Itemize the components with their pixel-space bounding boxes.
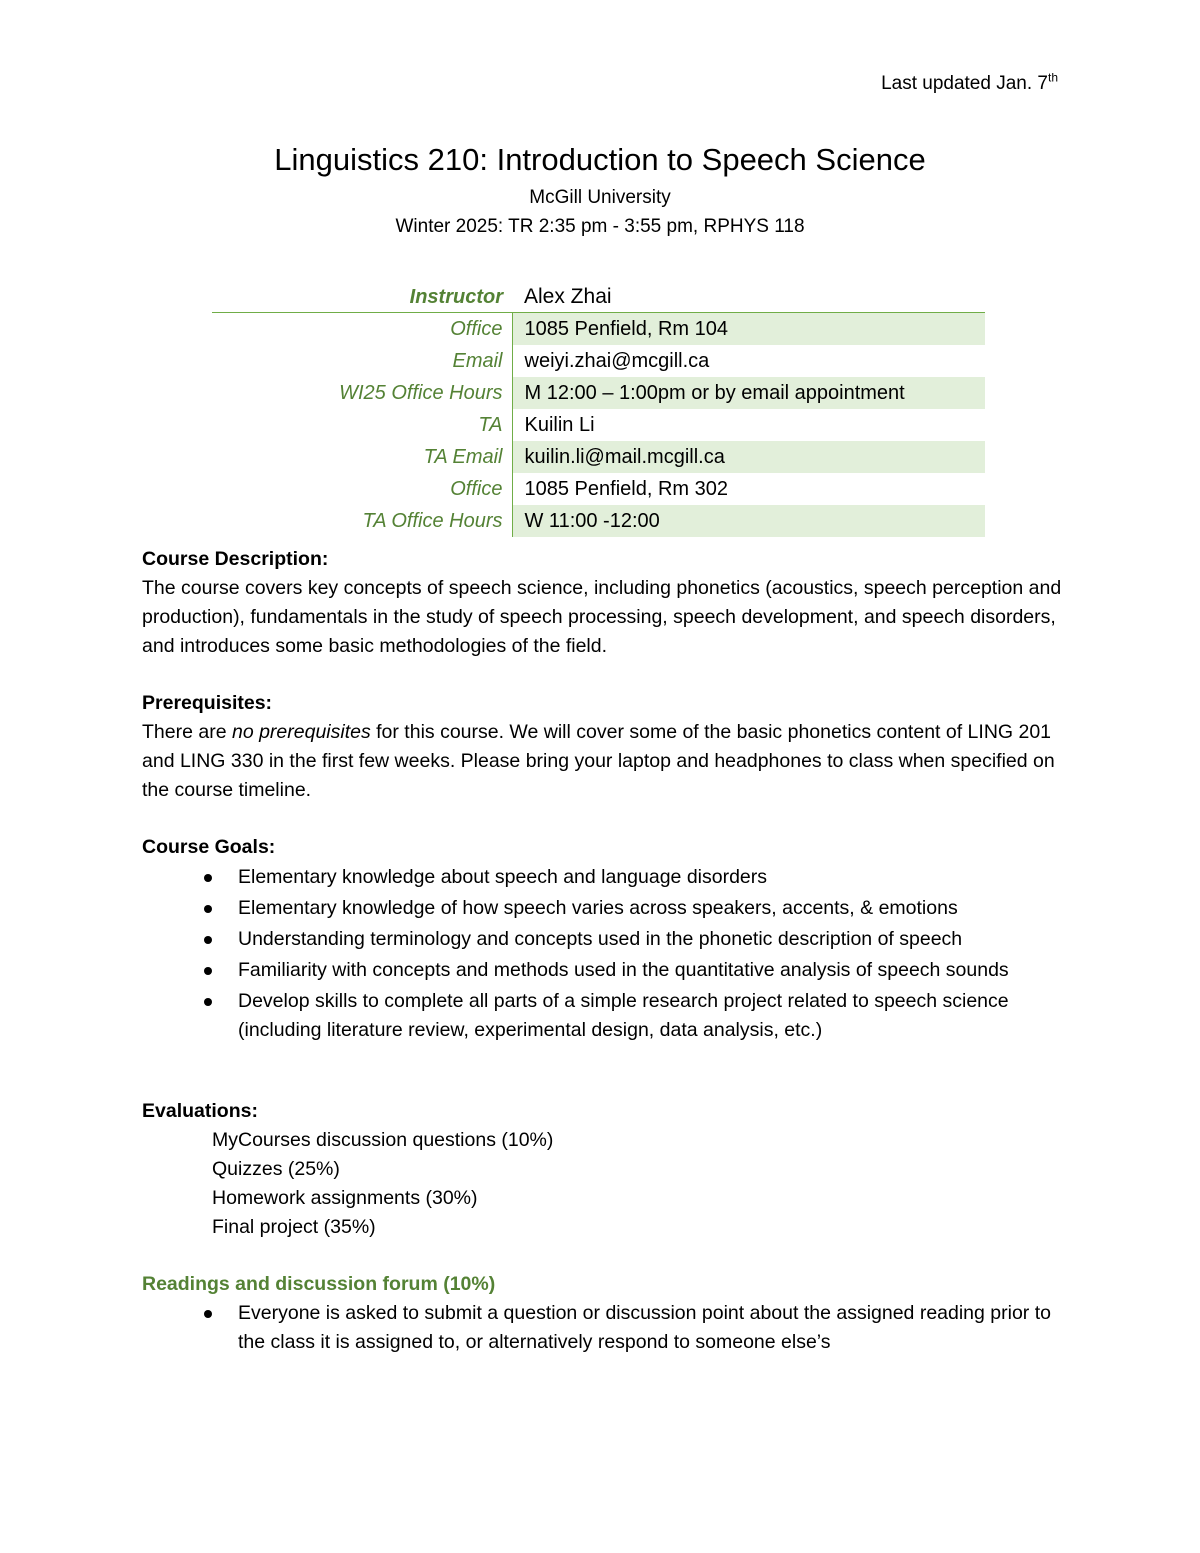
info-row (212, 313, 985, 346)
course-goals-section (142, 833, 1072, 1045)
info-value: W 11:00 -12:00 (512, 505, 985, 537)
info-label: Office (212, 313, 512, 346)
section-heading: Prerequisites: (142, 692, 273, 714)
course-schedule: Winter 2025: TR 2:35 pm - 3:55 pm, RPHYS 118 (395, 216, 805, 237)
info-value: Kuilin Li (524, 414, 595, 436)
info-row-instructor (212, 282, 985, 313)
section-text: The course covers key concepts of speech science, including phonetics (acoustics, speech perception and production), fundamentals in the study of speech processing, speech development, and speech disorders, and introduces some basic methodologies of the field. (142, 577, 1062, 657)
bullet-icon (204, 998, 212, 1006)
info-label: Instructor (212, 282, 512, 313)
evaluation-item: MyCourses discussion questions (10%) (212, 1129, 554, 1151)
evaluation-item: Homework assignments (30%) (212, 1187, 478, 1209)
list-item: Everyone is asked to submit a question or discussion point about the assigned reading prior to the class it is assigned to, or alternatively respond to someone else’s (142, 1299, 1072, 1357)
readings-list (142, 1299, 1072, 1357)
section-heading: Course Description: (142, 548, 329, 570)
info-value: 1085 Penfield, Rm 104 (512, 313, 985, 346)
info-value: Alex Zhai (512, 282, 985, 313)
emphasis-text: no prerequisites (231, 721, 371, 743)
last-updated (760, 70, 1058, 95)
info-row (212, 505, 985, 537)
evaluation-item: Final project (35%) (212, 1216, 376, 1238)
info-value: M 12:00 – 1:00pm or by email appointment (512, 377, 985, 409)
info-label: Office (212, 473, 512, 505)
bullet-icon (204, 1310, 212, 1318)
last-updated-text: Last updated Jan. 7 (881, 73, 1048, 94)
info-row (212, 377, 985, 409)
course-info-table (212, 282, 985, 537)
bullet-icon (204, 967, 212, 975)
section-heading: Course Goals: (142, 836, 276, 858)
readings-section (142, 1270, 1072, 1357)
info-label: WI25 Office Hours (212, 377, 512, 409)
info-value: 1085 Penfield, Rm 302 (524, 478, 728, 500)
list-item: Develop skills to complete all parts of a simple research project related to speech science (including literature review, experimental design, data analysis, etc.) (142, 987, 1072, 1045)
last-updated-superscript: th (1047, 70, 1058, 85)
info-label: TA (212, 409, 512, 441)
section-text: There are no prerequisites for this course. We will cover some of the basic phonetics content of LING 201 and LING 330 in the first few weeks. Please bring your laptop and headphones to class when specified on the course timeline. (142, 721, 1055, 801)
prerequisites-section (142, 689, 1072, 805)
info-value-email[interactable]: weiyi.zhai@mcgill.ca (524, 350, 710, 372)
info-row (212, 345, 985, 377)
info-row (212, 473, 985, 505)
info-value-email[interactable]: kuilin.li@mail.mcgill.ca (512, 441, 985, 473)
info-label: Email (212, 345, 512, 377)
evaluation-item: Quizzes (25%) (212, 1158, 340, 1180)
course-description-section (142, 545, 1072, 661)
list-item: Elementary knowledge about speech and language disorders (142, 863, 1072, 892)
info-row (212, 441, 985, 473)
bullet-icon (204, 905, 212, 913)
info-label: TA Office Hours (212, 505, 512, 537)
info-row (212, 409, 985, 441)
course-title: Linguistics 210: Introduction to Speech Science (274, 142, 926, 177)
goals-list (142, 863, 1072, 1045)
list-item: Elementary knowledge of how speech varies across speakers, accents, & emotions (142, 894, 1072, 923)
list-item: Familiarity with concepts and methods used in the quantitative analysis of speech sounds (142, 956, 1072, 985)
bullet-icon (204, 936, 212, 944)
section-heading: Readings and discussion forum (10%) (142, 1273, 496, 1295)
list-item: Understanding terminology and concepts used in the phonetic description of speech (142, 925, 1072, 954)
info-label: TA Email (212, 441, 512, 473)
evaluations-section (142, 1097, 1072, 1242)
section-heading: Evaluations: (142, 1100, 258, 1122)
bullet-icon (204, 874, 212, 882)
university-name: McGill University (529, 187, 671, 208)
